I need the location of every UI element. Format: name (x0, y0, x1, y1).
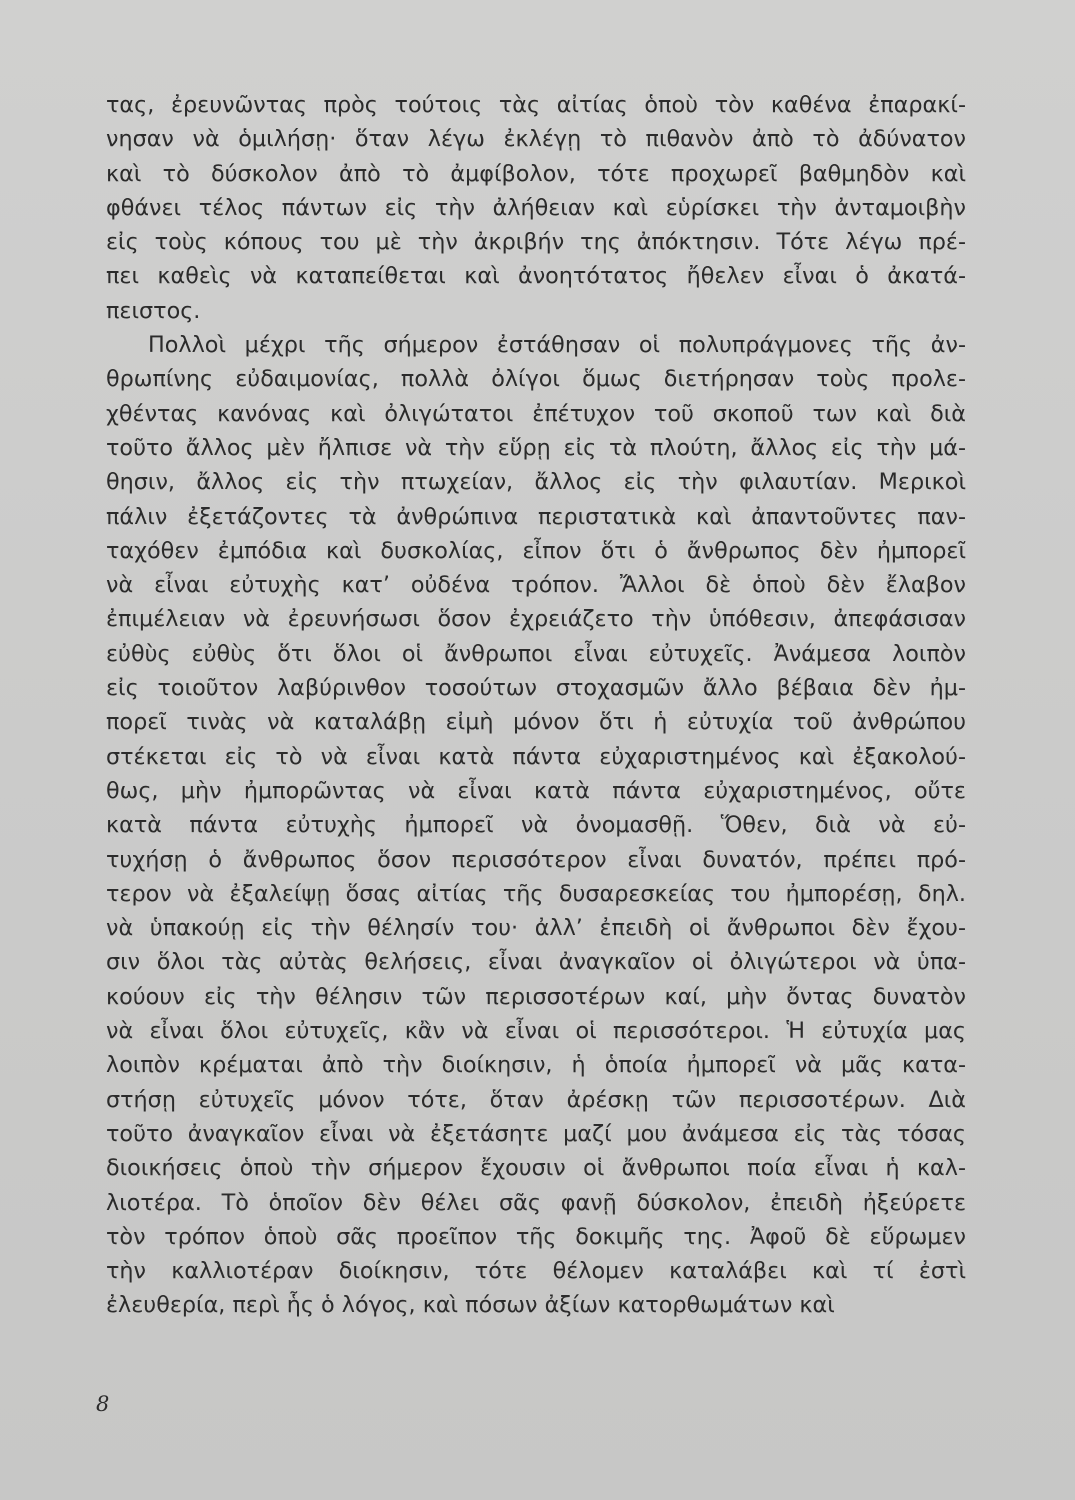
text-line: ἐπιμέλειαν νὰ ἐρευνήσωσι ὅσον ἐχρειάζετο τὴν ὑπόθεσιν, ἀπεφάσισαν (106, 606, 966, 633)
text-line: θησιν, ἄλλος εἰς τὴν πτωχείαν, ἄλλος εἰς τὴν φιλαυτίαν. Μερικοὶ (106, 469, 966, 496)
text-line: κατὰ πάντα εὐτυχὴς ἠμπορεῖ νὰ ὀνομασθῇ. Ὅθεν, διὰ νὰ εὐ- (106, 812, 966, 839)
text-line: εἰς τοιοῦτον λαβύρινθον τοσούτων στοχασμῶν ἄλλο βέβαια δὲν ἠμ- (106, 675, 966, 702)
text-line: στήσῃ εὐτυχεῖς μόνον τότε, ὅταν ἀρέσκῃ τῶν περισσοτέρων. Διὰ (106, 1086, 966, 1113)
text-line: τὴν καλλιοτέραν διοίκησιν, τότε θέλομεν καταλάβει καὶ τί ἐστὶ (106, 1258, 966, 1285)
paragraph-2 (106, 328, 966, 1323)
text-line: πει καθεὶς νὰ καταπείθεται καὶ ἀνοητότατος ἤθελεν εἶναι ὁ ἀκατά- (106, 263, 966, 290)
text-line: πορεῖ τινὰς νὰ καταλάβῃ εἰμὴ μόνον ὅτι ἡ εὐτυχία τοῦ ἀνθρώπου (106, 709, 966, 736)
text-line: νὰ εἶναι εὐτυχὴς κατ’ οὐδένα τρόπον. Ἄλλοι δὲ ὁποὺ δὲν ἔλαβον (106, 572, 966, 599)
text-line: εὐθὺς εὐθὺς ὅτι ὅλοι οἱ ἄνθρωποι εἶναι εὐτυχεῖς. Ἀνάμεσα λοιπὸν (106, 640, 966, 667)
text-line: καὶ τὸ δύσκολον ἀπὸ τὸ ἀμφίβολον, τότε προχωρεῖ βαθμηδὸν καὶ (106, 160, 966, 187)
text-line: τοῦτο ἄλλος μὲν ἤλπισε νὰ τὴν εὕρῃ εἰς τὰ πλούτη, ἄλλος εἰς τὴν μά- (106, 434, 966, 461)
text-line: θως, μὴν ἠμπορῶντας νὰ εἶναι κατὰ πάντα εὐχαριστημένος, οὔτε (106, 777, 966, 804)
text-line: πάλιν ἐξετάζοντες τὰ ἀνθρώπινα περιστατικὰ καὶ ἀπαντοῦντες παν- (106, 503, 966, 530)
text-line: τοῦτο ἀναγκαῖον εἶναι νὰ ἐξετάσητε μαζί μου ἀνάμεσα εἰς τὰς τόσας (106, 1120, 966, 1147)
text-line: ἐλευθερία, περὶ ἧς ὁ λόγος, καὶ πόσων ἀξίων κατορθωμάτων καὶ (106, 1292, 835, 1319)
text-line: διοικήσεις ὁποὺ τὴν σήμερον ἔχουσιν οἱ ἄνθρωποι ποία εἶναι ἡ καλ- (106, 1155, 966, 1182)
text-line: χθέντας κανόνας καὶ ὀλιγώτατοι ἐπέτυχον τοῦ σκοποῦ των καὶ διὰ (106, 400, 966, 427)
text-line: τερον νὰ ἐξαλείψῃ ὅσας αἰτίας τῆς δυσαρεσκείας του ἠμπορέσῃ, δηλ. (106, 880, 966, 907)
body-text (106, 88, 966, 1323)
text-line: ταχόθεν ἐμπόδια καὶ δυσκολίας, εἶπον ὅτι ὁ ἄνθρωπος δὲν ἠμπορεῖ (106, 537, 966, 564)
text-line: σιν ὅλοι τὰς αὐτὰς θελήσεις, εἶναι ἀναγκαῖον οἱ ὀλιγώτεροι νὰ ὑπα- (106, 949, 966, 976)
text-line: τας, ἐρευνῶντας πρὸς τούτοις τὰς αἰτίας ὁποὺ τὸν καθένα ἐπαρακί- (106, 92, 966, 118)
text-line: στέκεται εἰς τὸ νὰ εἶναι κατὰ πάντα εὐχαριστημένος καὶ ἐξακολού- (106, 743, 966, 770)
text-line: φθάνει τέλος πάντων εἰς τὴν ἀλήθειαν καὶ εὑρίσκει τὴν ἀνταμοιβὴν (106, 194, 966, 221)
text-line: λοιπὸν κρέμαται ἀπὸ τὴν διοίκησιν, ἡ ὁποία ἠμπορεῖ νὰ μᾶς κατα- (106, 1052, 966, 1079)
text-line: τὸν τρόπον ὁποὺ σᾶς προεῖπον τῆς δοκιμῆς της. Ἀφοῦ δὲ εὕρωμεν (106, 1223, 966, 1250)
paragraph-1 (106, 88, 966, 328)
text-line: νησαν νὰ ὁμιλήσῃ· ὅταν λέγω ἐκλέγῃ τὸ πιθανὸν ἀπὸ τὸ ἀδύνατον (106, 126, 966, 153)
text-line: Πολλοὶ μέχρι τῆς σήμερον ἐστάθησαν οἱ πολυπράγμονες τῆς ἀν- (148, 332, 966, 359)
text-line: νὰ εἶναι ὅλοι εὐτυχεῖς, κἂν νὰ εἶναι οἱ περισσότεροι. Ἡ εὐτυχία μας (106, 1018, 966, 1045)
page-number: 8 (96, 1392, 110, 1416)
text-line: θρωπίνης εὐδαιμονίας, πολλὰ ὀλίγοι ὅμως διετήρησαν τοὺς προλε- (106, 366, 966, 393)
text-line: πειστος. (106, 297, 201, 324)
text-line: τυχήσῃ ὁ ἄνθρωπος ὅσον περισσότερον εἶναι δυνατόν, πρέπει πρό- (106, 846, 966, 873)
text-line: κούουν εἰς τὴν θέλησιν τῶν περισσοτέρων καί, μὴν ὄντας δυνατὸν (106, 983, 966, 1010)
text-line: εἰς τοὺς κόπους του μὲ τὴν ἀκριβήν της ἀπόκτησιν. Τότε λέγω πρέ- (106, 229, 966, 256)
text-line: νὰ ὑπακούῃ εἰς τὴν θέλησίν του· ἀλλ’ ἐπειδὴ οἱ ἄνθρωποι δὲν ἔχου- (106, 915, 966, 942)
text-line: λιοτέρα. Τὸ ὁποῖον δὲν θέλει σᾶς φανῇ δύσκολον, ἐπειδὴ ἠξεύρετε (106, 1189, 966, 1216)
